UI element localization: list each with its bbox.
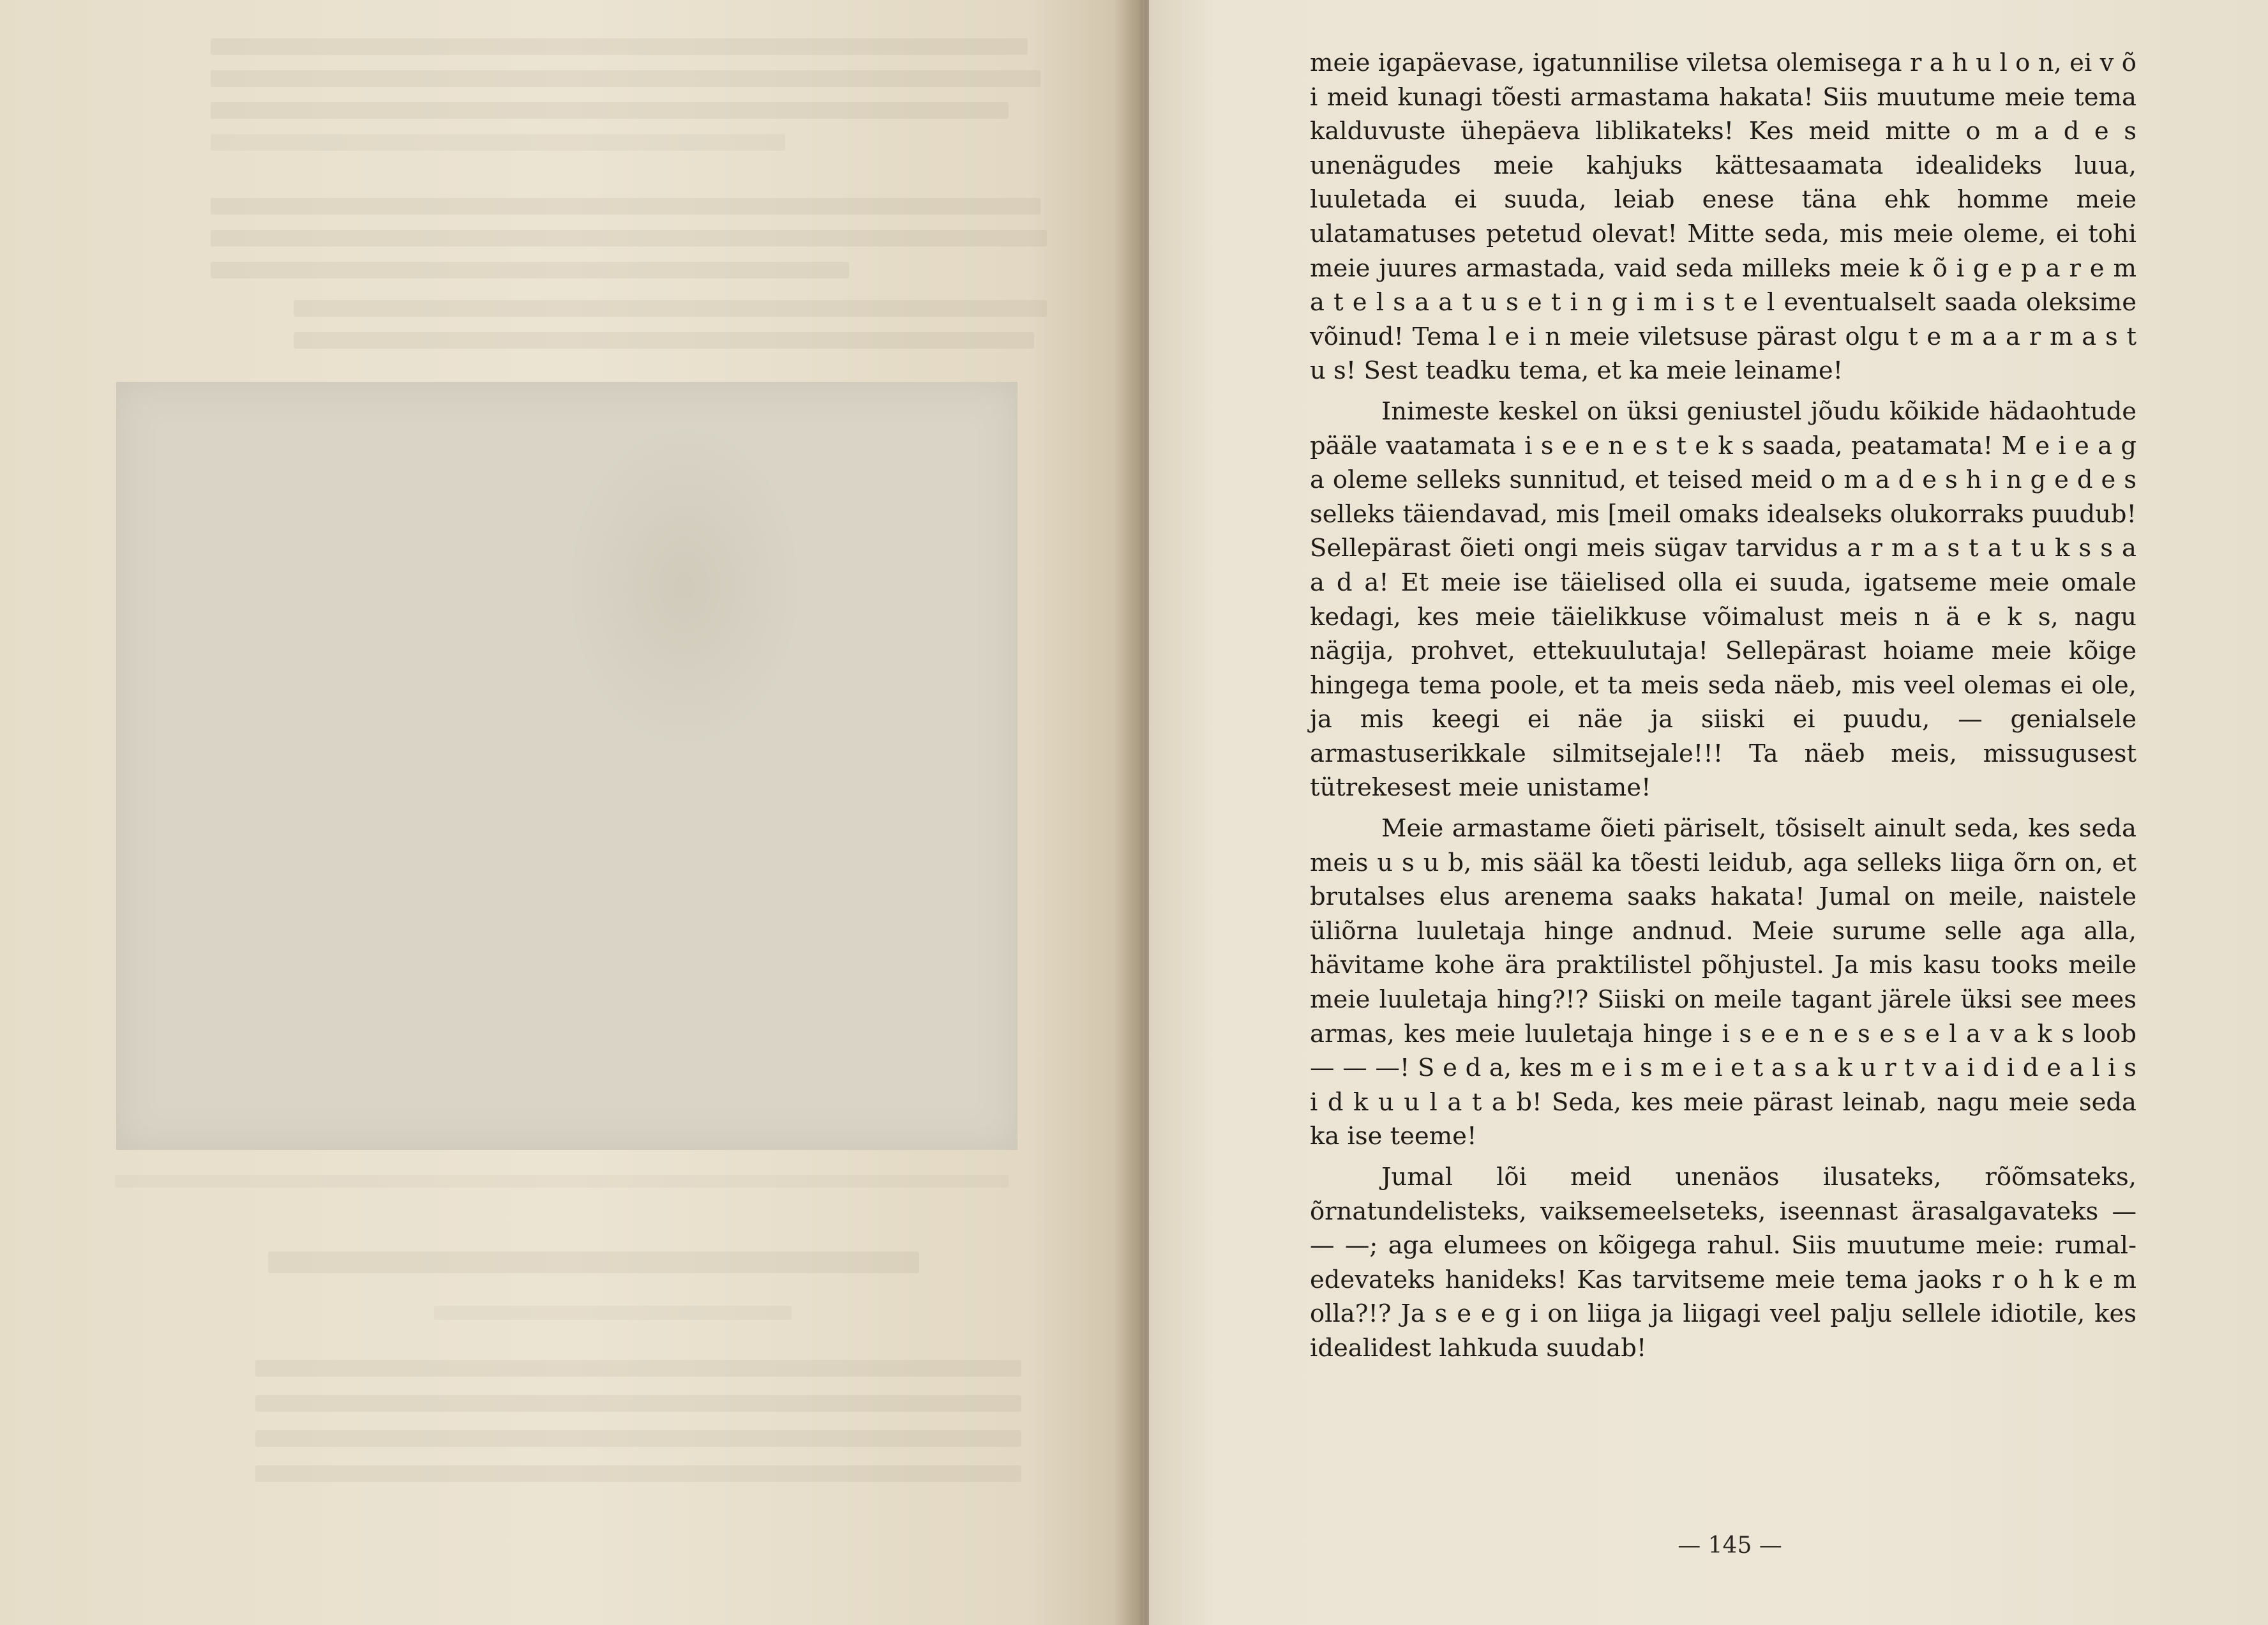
bleed-through-line	[211, 102, 1009, 119]
bleed-through-line	[211, 134, 785, 151]
bleed-through-line	[115, 1175, 1009, 1188]
faded-illustration-plate	[116, 382, 1018, 1150]
bleed-through-line	[211, 70, 1040, 87]
paragraph-3: Meie armastame õieti päriselt, tõsiselt ainult seda, kes seda meis u s u b, mis sääl ka tõesti leidub, aga selleks liiga õrn on, et brutalses elus arenema saaks hakata! Jumal on meile, naistele üliõrna luuletaja hinge andnud. Meie surume selle aga alla, hävitame kohe ära praktilistel põhjustel. Ja mis kasu tooks meile meie luuletaja hing?!? Siiski on meile tagant järele üksi see mees armas, kes meie luuletaja hinge i s e e n e s e s e l a v a k s loob — — —! S e d a, kes m e i s m e i e t a s a k u r t v a i d i d e a l i s i d k u u l a t a b! Seda, kes meie pärast leinab, nagu meie seda ka ise teeme!	[1310, 814, 2137, 1151]
paragraph-4: Jumal lõi meid unenäos ilusateks, rõõmsateks, õrnatundelisteks, vaiksemeelseteks, iseennast ärasalgavateks — — —; aga elumees on kõigega rahul. Siis muutume meie: rumal-edevateks hanideks! Kas tarvitseme meie tema jaoks r o h k e m olla?!? Ja s e e g i on liiga ja liigagi veel palju sellele idiotile, kes idealidest lahkuda suudab!	[1310, 1163, 2137, 1363]
bleed-through-line	[211, 230, 1047, 246]
bleed-through-line	[294, 332, 1034, 349]
bleed-through-line	[294, 300, 1047, 317]
plate-shadow	[563, 420, 806, 752]
bleed-through-line	[211, 198, 1040, 215]
paragraph-1: meie igapäevase, igatunnilise viletsa olemisega r a h u l o n, ei v õ i meid kunagi tõesti armastama hakata! Siis muutume meie tema kalduvuste ühepäeva liblikateks! Kes meid mitte o m a d e s unenägudes meie kahjuks kättesaamata idealideks luua, luuletada ei suuda, leiab enese täna ehk homme meie ulatamatuses petetud olevat! Mitte seda, mis meie oleme, ei tohi meie juures armastada, vaid seda milleks meie k õ i g e p a r e m a t e l s a a t u s e t i n g i m i s t e l eventualselt saada oleksime võinud! Tema l e i n meie viletsuse pärast olgu t e m a a r m a s t u s! Sest teadku tema, et ka meie leiname!	[1310, 49, 2137, 386]
body-text	[1310, 46, 2137, 1372]
bleed-through-line	[255, 1465, 1021, 1482]
bleed-through-line	[255, 1395, 1021, 1412]
bleed-through-line	[211, 38, 1028, 55]
bleed-through-line	[434, 1306, 792, 1320]
bleed-through-line	[255, 1360, 1021, 1377]
bleed-through-line	[211, 262, 849, 278]
bleed-through-line	[255, 1430, 1021, 1447]
bleed-through-line	[268, 1251, 919, 1273]
page-number: — 145 —	[1678, 1532, 1782, 1559]
paragraph-2: Inimeste keskel on üksi geniustel jõudu kõikide hädaohtude pääle vaatamata i s e e n e s t e k s saada, peatamata! M e i e a g a oleme selleks sunnitud, et teised meid o m a d e s h i n g e d e s selleks täiendavad, mis [meil omaks idealseks olukorraks puudub! Sellepärast õieti ongi meis sügav tarvidus a r m a s t a t u k s s a a d a! Et meie ise täielised olla ei suuda, igatseme meie omale kedagi, kes meie täielikkuse võimalust meis n ä e k s, nagu nägija, prohvet, ettekuulutaja! Sellepärast hoiame meie kõige hingega tema poole, et ta meis seda näeb, mis veel olemas ei ole, ja mis keegi ei näe ja siiski ei puudu, — genialsele armastuserikkale silmitsejale!!! Ta näeb meis, missugusest tütrekesest meie unistame!	[1310, 397, 2137, 803]
